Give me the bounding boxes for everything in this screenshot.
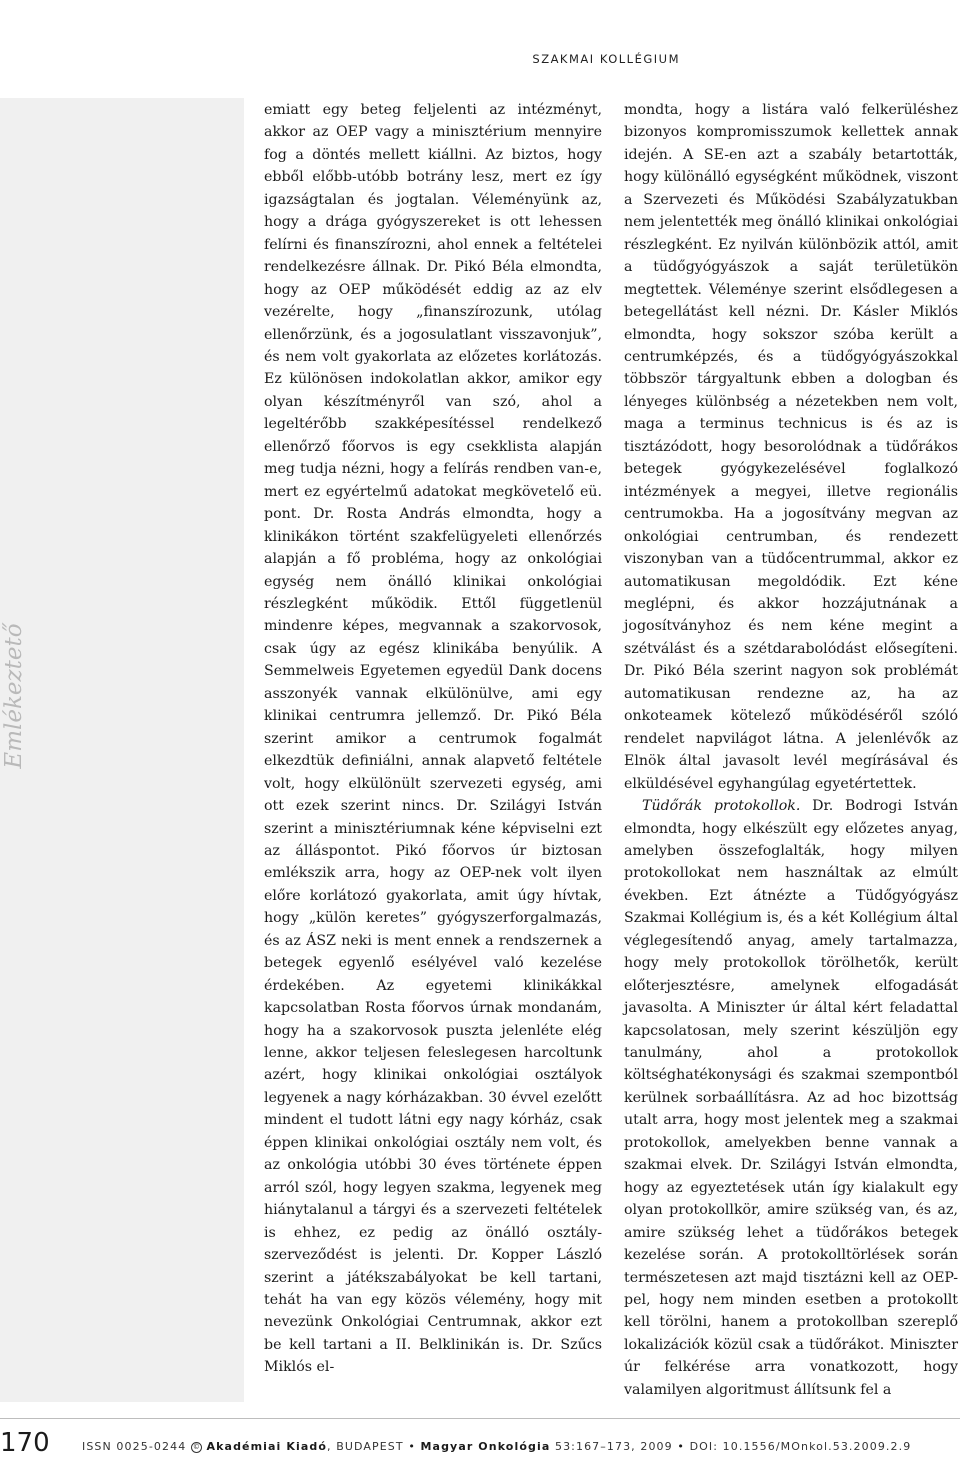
footer-bullet-icon-2: • <box>677 1440 685 1453</box>
footer-citation <box>82 1440 911 1453</box>
left-column-text: emiatt egy beteg feljelenti az intézményt, akkor az OEP vagy a minisztérium mennyire fog a döntés mellett kiállni. Az biztos, hogy ebből előbb-utóbb botrány lesz, mert ez így igazságtalan és jogtalan. Véleményünk az, hogy a drága gyógyszereket is ott lehessen felírni és finanszírozni, ahol ennek a feltételei rendelkezésre állnak. Dr. Pikó Béla elmondta, hogy az OEP működését eddig az az elv vezérelte, hogy „finanszírozunk, utólag ellenőrzünk, és a jogosulatlant visszavonjuk”, és nem volt gyakorlata az előzetes korlátozás. Ez különösen indokolatlan akkor, amikor egy olyan készítményről van szó, ahol a legeltérőbb szakképesítéssel rendelkező ellenőrző főorvos is egy csekklista alapján meg tudja nézni, hogy a felírás rendben van-e, mert ez egyértelmű adatokat megkövetelő eü. pont. Dr. Rosta András elmondta, hogy a klinikákon történt szakfelügyeleti ellenőrzés alapján a fő probléma, hogy az onkológiai egység nem önálló klinikai onkológiai részlegként működik. Ettől függetlenül mindenre képes, megvannak a szakorvosok, csak úgy az egész klinikába benyúlik. A Semmelweis Egyetemen egyedül Dank docens asszonyék vannak elkülönülve, ami egy klinikai centrumra jellemző. Dr. Pikó Béla szerint amikor a centrumok fogalmát elkezdtük definiálni, annak alapvető feltétele volt, hogy elkülönült szervezeti egység, ami ott ezek szerint nincs. Dr. Szilágyi István szerint a minisztériumnak kéne képviselni ezt az álláspontot. Pikó főorvos úr biztosan emlékszik arra, hogy az OEP-nek volt ilyen előre korlátozó gyakorlata, amit úgy hívtak, hogy „külön keretes” gyógyszerforgalmazás, és az ÁSZ neki is ment ennek a rendszernek a betegek egyenlő esélyével való kezelése érdekében. Az egyetemi klinikákkal kapcsolatban Rosta főorvos úrnak mondanám, hogy ha a szakorvosok puszta jelenléte elég lenne, akkor teljesen feleslegesen harcoltunk azért, hogy klinikai onkológiai osztályok legyenek a nagy kórházakban. 30 évvel ezelőtt mindent el tudott látni egy nagy kórház, csak éppen klinikai onkológiai osztály nem volt, és az onkológia utóbbi 30 éves története éppen arról szól, hogy legyen szakma, legyenek meg hiánytalanul a tárgyi és a szervezeti feltételek is ehhez, ez pedig az önálló osztály-szerveződést is jelenti. Dr. Kopper László szerint a játékszabályokat be kell tartani, tehát ha van egy közös vélemény, hogy mit nevezünk Onkológiai Centrumnak, akkor ezt be kell tartani a II. Belklinikán is. Dr. Szűcs Miklós el- <box>264 102 602 1376</box>
footer-publisher: Akadémiai Kiadó <box>206 1440 328 1453</box>
section-header: SZAKMAI KOLLÉGIUM <box>532 52 680 66</box>
paragraph-lead-heading: Tüdőrák protokollok. <box>642 798 801 815</box>
sidebar-band <box>0 98 244 1402</box>
right-column-paragraph-1: mondta, hogy a listára való felkerüléshez bizonyos kompromisszumok kellettek annak idején. A SE-en azt a szabály betartották, hogy különálló egységként működnek, viszont a Szervezeti és Működési Szabályzatukban nem jelentették meg önálló klinikai onkológiai részlegként. Ez nyilván különbözik attól, amit a tüdőgyógyászok a saját területükön megtettek. Véleménye szerint elsődlegesen a betegellátást kell nézni. Dr. Kásler Miklós elmondta, hogy sokszor szóba került a centrumképzés, és a tüdőgyógyászokkal többször tárgyaltunk ebben a dologban és lényeges különbség a nézetekben nem volt, maga a terminus technicus is és az is tisztázódott, hogy besorolódnak a tüdőrákos betegek gyógykezelésével foglalkozó intézmények a megyei, illetve regionális centrumokba. Ha a jogosítvány megvan az onkológiai centrumban, és rendezett viszonyban van a tüdőcentrummal, akkor ez automatikusan megoldódik. Ezt kéne meglépni, és akkor hozzájutnának a jogosítványhoz és nem kéne megint a szétválást és a szétdarabolódást elősegíteni. Dr. Pikó Béla szerint nagyon sok problémát automatikusan rendezne az, ha az onkoteamek kötelező működéséről szóló rendelet napvilágot látna. A jelenlévők az Elnök által javasolt levél megírásával és elküldésével egyhangúlag egyetértettek. <box>624 102 958 792</box>
right-column <box>624 99 958 1401</box>
right-column-paragraph-2 <box>624 795 958 1401</box>
footer-divider <box>0 1418 960 1419</box>
copyright-icon: © <box>192 1443 200 1451</box>
footer-issn: ISSN 0025-0244 <box>82 1440 187 1453</box>
footer-city: , BUDAPEST <box>327 1440 404 1453</box>
page-number: 170 <box>0 1428 50 1458</box>
footer-doi: DOI: 10.1556/MOnkol.53.2009.2.9 <box>689 1440 912 1453</box>
sidebar-title: Emlékeztető <box>1 623 27 769</box>
footer-journal: Magyar Onkológia <box>420 1440 551 1453</box>
footer-volume: 53:167–173, 2009 <box>550 1440 673 1453</box>
footer-bullet-icon: • <box>408 1440 416 1453</box>
left-column <box>264 99 602 1379</box>
paragraph-2-body: Dr. Bodrogi István elmondta, hogy elkészült egy előzetes anyag, amelyben összefoglalták, hogy milyen protokollokat nem használtak az elmúlt években. Ezt átnézte a Tüdőgyógyász Szakmai Kollégium is, és a két Kollégium által véglegesítendő anyag, amely tartalmazza, hogy mely protokollok törölhetők, került előterjesztésre, amelynek elfogadását javasolta. A Miniszter úr által kért feladattal kapcsolatosan, mely szerint készüljön egy tanulmány, ahol a protokollok költséghatékonysági és szakmai szempontból kerülnek sorbaállításra. Az ad hoc bizottság utalt arra, hogy most jelentek meg a szakmai protokollok, amelyekben benne vannak a szakmai elvek. Dr. Szilágyi István elmondta, hogy az egyeztetések után így kialakult egy olyan protokollkör, amire szükség van, és az, amire szükség lehet a tüdőrákos betegek kezelése során. A protokolltörlések során természetesen azt majd tisztázni kell az OEP-pel, hogy nem minden esetben a protokollt kell törölni, hanem a protokollban szereplő lokalizációk közül csak a tüdőrákot. Miniszter úr felkérése arra vonatkozott, hogy valamilyen algoritmust állítsunk fel a <box>624 798 958 1398</box>
